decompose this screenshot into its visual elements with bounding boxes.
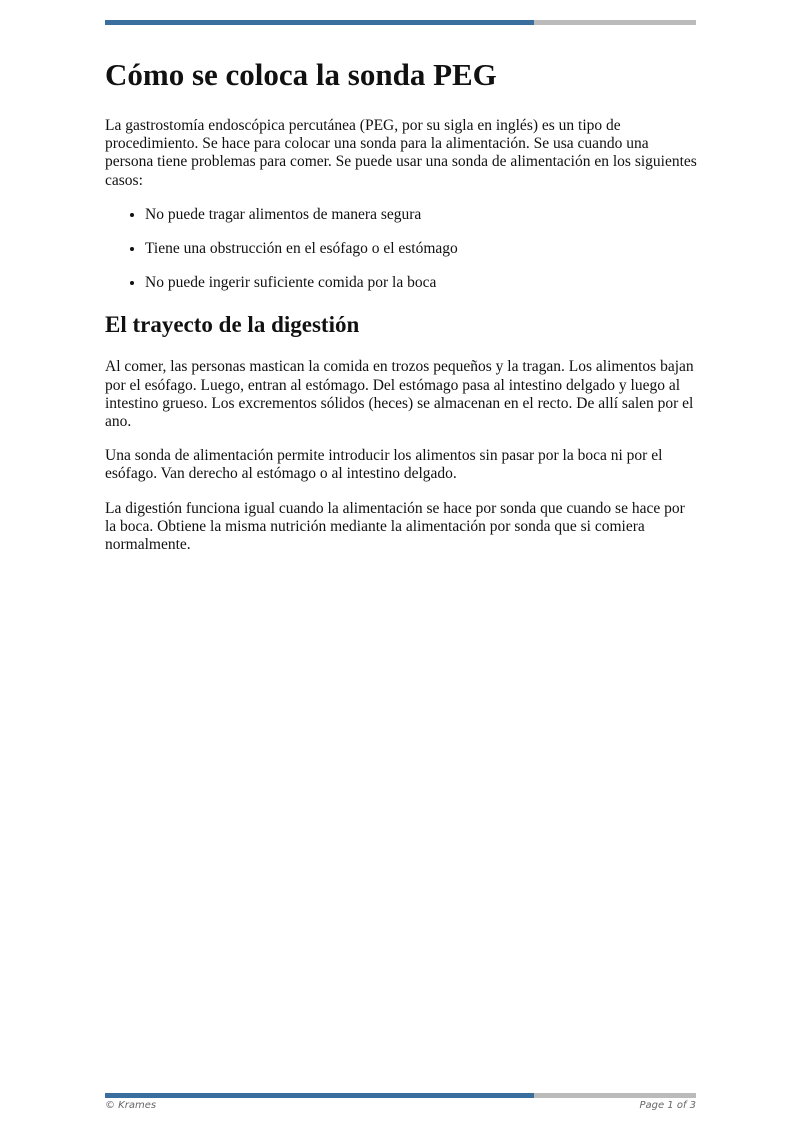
list-item: • No puede tragar alimentos de manera segura [145,206,697,224]
body-paragraph: La digestión funciona igual cuando la alimentación se hace por sonda que cuando se hace por la boca. Obtiene la misma nutrición mediante la alimentación por sonda que si comiera normalmente. [105,499,685,554]
page-title: Cómo se coloca la sonda PEG [105,57,497,92]
top-bar-rest [534,20,696,25]
top-bar-accent [105,20,534,25]
copyright-text: © Krames [105,1100,157,1111]
bottom-bar-accent [105,1093,534,1098]
list-item: • No puede ingerir suficiente comida por la boca [145,274,697,292]
intro-paragraph: La gastrostomía endoscópica percutánea (PEG, por su sigla en inglés) es un tipo de procedimiento. Se hace para colocar una sonda para la alimentación. Se usa cuando una persona tiene problemas para comer. Se puede usar una sonda de alimentación en los siguientes casos: [105,117,697,189]
body-paragraph: Una sonda de alimentación permite introducir los alimentos sin pasar por la boca ni por el esófago. Van derecho al estómago o al intestino delgado. [105,447,663,483]
page-footer [105,1100,696,1111]
document-body [105,55,697,570]
page-number: Page 1 of 3 [639,1100,696,1111]
cases-list [105,206,697,293]
section-heading: El trayecto de la digestión [105,312,360,338]
body-paragraph: Al comer, las personas mastican la comida en trozos pequeños y la tragan. Los alimentos bajan por el esófago. Luego, entran al estómago. Del estómago pasa al intestino delgado y luego al intestino grueso. Los excrementos sólidos (heces) se almacenan en el recto. De allí salen por el ano. [105,358,694,431]
bottom-divider-bar [105,1093,696,1098]
top-divider-bar [105,20,696,25]
list-item: • Tiene una obstrucción en el esófago o el estómago [145,240,697,258]
bottom-bar-rest [534,1093,696,1098]
